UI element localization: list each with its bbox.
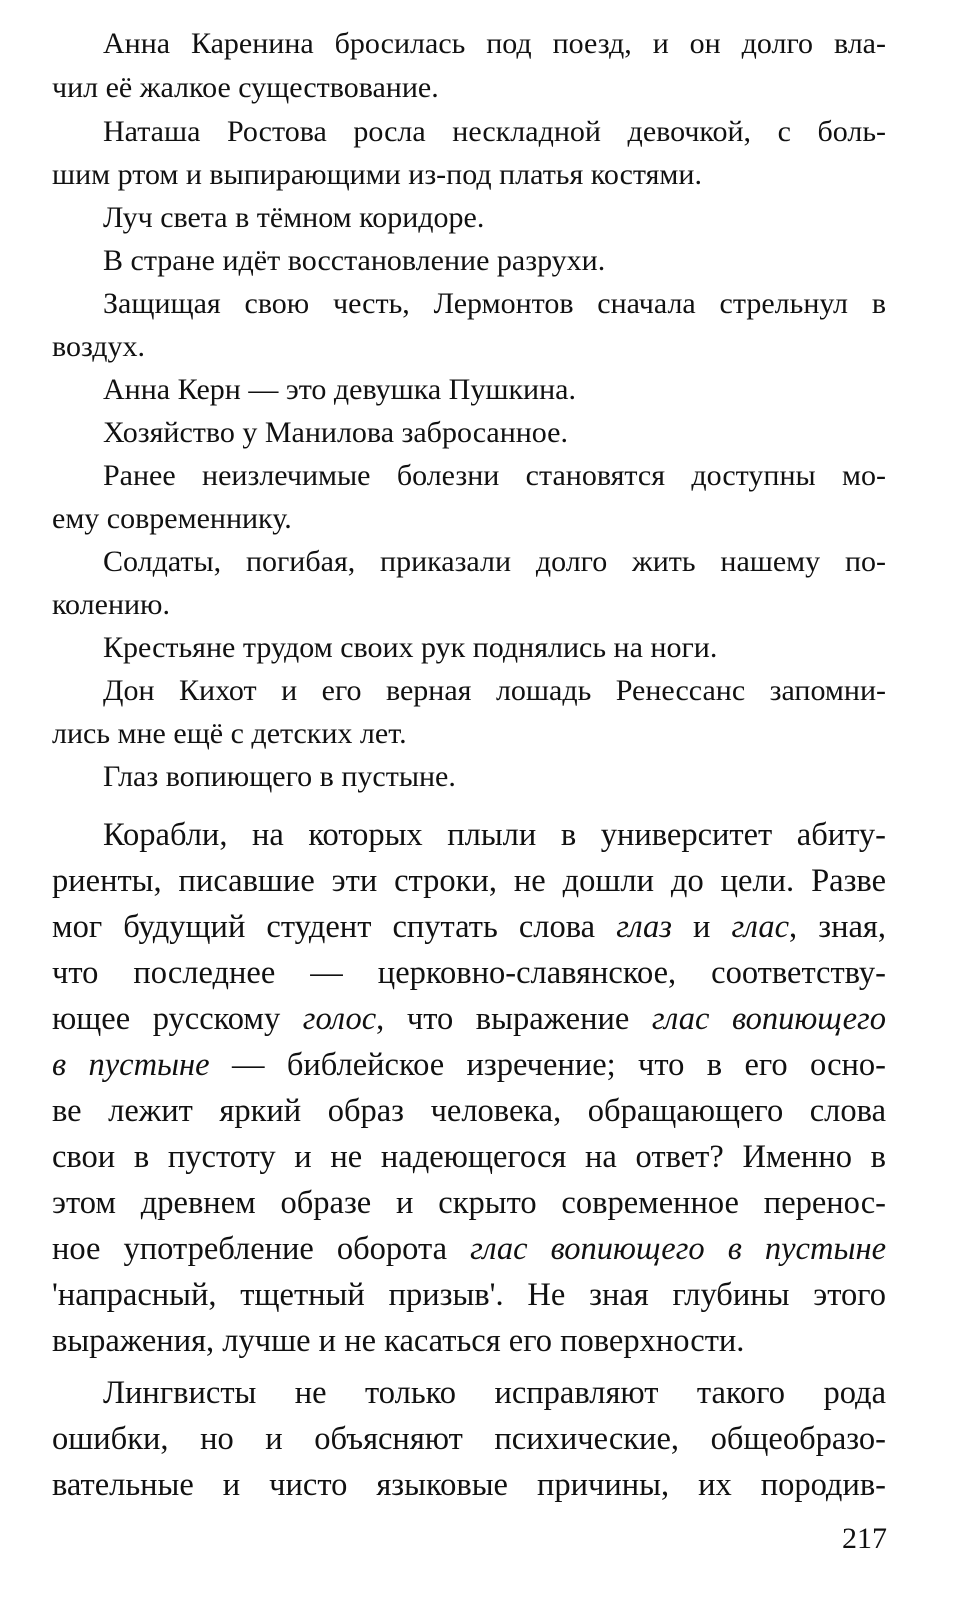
example-line: Дон Кихот и его верная лошадь Ренессанс запомни- xyxy=(103,674,886,707)
example-line: Солдаты, погибая, приказали долго жить нашему по- xyxy=(103,545,886,578)
commentary-line xyxy=(52,996,886,1042)
text-run: ющее русскому xyxy=(52,1001,303,1037)
italic-term: в пустыне xyxy=(52,1047,210,1083)
italic-term: голос xyxy=(302,1001,377,1037)
example-line: Наташа Ростова росла нескладной девочкой, с боль- xyxy=(103,115,886,148)
text-run: и xyxy=(671,909,732,945)
commentary-line: что последнее — церковно-славянское, соответству- xyxy=(52,955,886,991)
example-line: лись мне ещё с детских лет. xyxy=(52,717,407,750)
italic-term: глаз xyxy=(616,909,672,945)
commentary-line xyxy=(52,904,886,950)
example-line: воздух. xyxy=(52,330,146,363)
final-line: ошибки, но и объясняют психические, общеобразо- xyxy=(52,1421,886,1457)
italic-term: глас вопиющего в пустыне xyxy=(470,1231,886,1267)
final-line: вательные и чисто языковые причины, их породив- xyxy=(52,1467,886,1503)
example-line: Ранее неизлечимые болезни становятся доступны мо- xyxy=(103,459,886,492)
example-line: Крестьяне трудом своих рук поднялись на ноги. xyxy=(103,631,718,664)
commentary-line: Корабли, на которых плыли в университет абиту- xyxy=(103,817,886,853)
text-run: мог будущий студент спутать слова xyxy=(52,909,617,945)
commentary-line: 'напрасный, тщетный призыв'. Не зная глубины этого xyxy=(52,1277,886,1313)
example-line: колению. xyxy=(52,588,170,621)
example-line: Луч света в тёмном коридоре. xyxy=(103,201,485,234)
commentary-line xyxy=(52,1226,886,1272)
commentary-line xyxy=(52,1042,886,1088)
commentary-line: риенты, писавшие эти строки, не дошли до цели. Разве xyxy=(52,863,886,899)
example-line: В стране идёт восстановление разрухи. xyxy=(103,244,606,277)
example-line: ему современнику. xyxy=(52,502,292,535)
commentary-line: свои в пустоту и не надеющегося на ответ? Именно в xyxy=(52,1139,886,1175)
example-line: Глаз вопиющего в пустыне. xyxy=(103,760,456,793)
text-run: ное употребление оборота xyxy=(52,1231,471,1267)
page-number: 217 xyxy=(842,1522,887,1555)
commentary-line: ве лежит яркий образ человека, обращающего слова xyxy=(52,1093,886,1129)
example-line: Анна Каренина бросилась под поезд, и он долго вла- xyxy=(103,27,886,60)
example-line: Защищая свою честь, Лермонтов сначала стрельнул в xyxy=(103,287,886,320)
example-line: шим ртом и выпирающими из-под платья костями. xyxy=(52,158,702,191)
commentary-line: этом древнем образе и скрыто современное перенос- xyxy=(52,1185,886,1221)
example-line: Хозяйство у Манилова забросанное. xyxy=(103,416,568,449)
commentary-line: выражения, лучше и не касаться его поверхности. xyxy=(52,1323,745,1359)
example-line: чил её жалкое существование. xyxy=(52,71,439,104)
text-run: , зная, xyxy=(789,909,886,945)
italic-term: глас xyxy=(731,909,790,945)
text-run: — библейское изречение; что в его осно- xyxy=(209,1047,886,1083)
example-line: Анна Керн — это девушка Пушкина. xyxy=(103,373,576,406)
text-run: , что выражение xyxy=(376,1001,652,1037)
italic-term: глас вопиющего xyxy=(651,1001,886,1037)
final-line: Лингвисты не только исправляют такого рода xyxy=(103,1375,886,1411)
